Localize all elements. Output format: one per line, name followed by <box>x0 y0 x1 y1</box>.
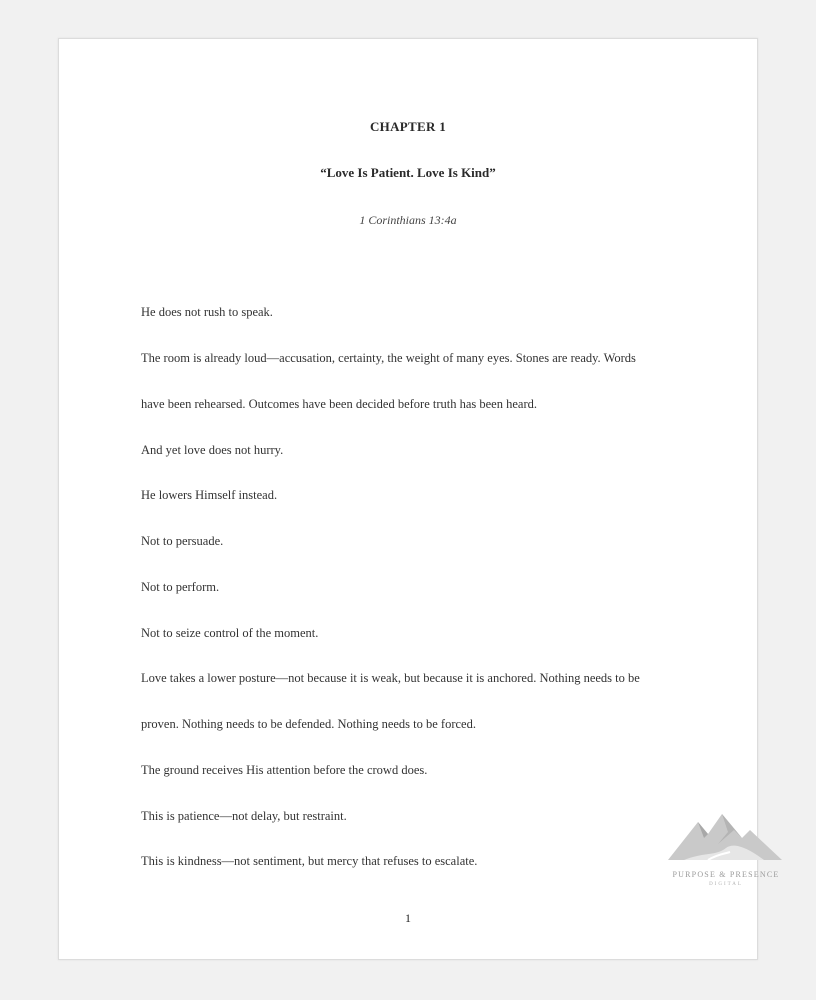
watermark-brand: PURPOSE & PRESENCE <box>672 870 780 879</box>
body-line: The ground receives His attention before the crowd does. <box>141 763 428 777</box>
document-page <box>58 38 758 960</box>
chapter-heading: CHAPTER 1 <box>369 119 446 134</box>
body-line: The room is already loud—accusation, certainty, the weight of many eyes. Stones are ready. Words <box>141 351 636 365</box>
body-line: And yet love does not hurry. <box>141 443 284 457</box>
body-line: proven. Nothing needs to be defended. Nothing needs to be forced. <box>141 717 476 731</box>
body-line: This is patience—not delay, but restraint. <box>141 809 347 823</box>
body-line: This is kindness—not sentiment, but mercy that refuses to escalate. <box>141 854 478 868</box>
body-line: Not to perform. <box>141 580 220 594</box>
body-line: Not to seize control of the moment. <box>141 626 319 640</box>
body-line: Love takes a lower posture—not because it is weak, but because it is anchored. Nothing needs to be <box>141 671 640 685</box>
body-line: Not to persuade. <box>141 534 224 548</box>
page-number: 1 <box>405 911 411 925</box>
body-line: have been rehearsed. Outcomes have been decided before truth has been heard. <box>141 397 537 411</box>
body-line: He lowers Himself instead. <box>141 488 278 502</box>
chapter-title: “Love Is Patient. Love Is Kind” <box>320 165 496 180</box>
watermark-subtitle: DIGITAL <box>709 882 743 887</box>
watermark-logo <box>664 808 788 892</box>
body-line: He does not rush to speak. <box>141 305 273 319</box>
mountain-logo-icon <box>664 808 788 868</box>
scripture-reference: 1 Corinthians 13:4a <box>359 213 457 227</box>
